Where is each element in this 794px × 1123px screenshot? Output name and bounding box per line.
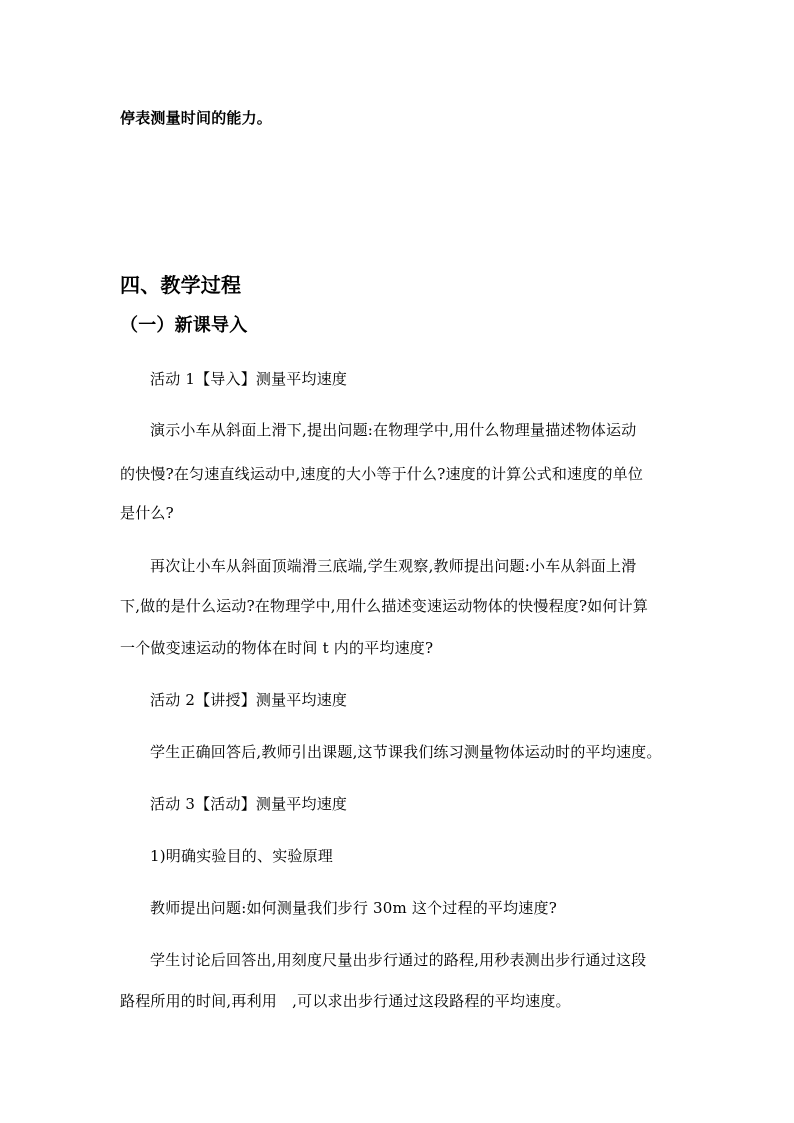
paragraph-5-line-2: 路程所用的时间,再利用 ,可以求出步行通过这段路程的平均速度。 [120,992,571,1010]
activity-2-title: 活动 2【讲授】测量平均速度 [150,691,348,709]
activity-3-title: 活动 3【活动】测量平均速度 [150,795,348,813]
paragraph-4-line-1: 教师提出问题:如何测量我们步行 30m 这个过程的平均速度? [150,899,557,917]
paragraph-2-line-3: 一个做变速运动的物体在时间 t 内的平均速度? [120,639,434,657]
paragraph-1-line-3: 是什么? [120,504,174,522]
section-title: 四、教学过程 [120,273,242,297]
intro-tail-text: 停表测量时间的能力。 [120,109,273,127]
paragraph-1-line-2: 的快慢?在匀速直线运动中,速度的大小等于什么?速度的计算公式和速度的单位 [120,465,644,483]
paragraph-2-line-2: 下,做的是什么运动?在物理学中,用什么描述变速运动物体的快慢程度?如何计算 [120,597,649,615]
paragraph-5-line-1: 学生讨论后回答出,用刻度尺量出步行通过的路程,用秒表测出步行通过这段 [150,951,647,969]
paragraph-2-line-1: 再次让小车从斜面顶端滑三底端,学生观察,教师提出问题:小车从斜面上滑 [150,557,637,575]
activity-1-title: 活动 1【导入】测量平均速度 [150,370,348,388]
step-1-text: 1)明确实验目的、实验原理 [150,847,333,865]
paragraph-1-line-1: 演示小车从斜面上滑下,提出问题:在物理学中,用什么物理量描述物体运动 [150,421,637,439]
paragraph-3-line-1: 学生正确回答后,教师引出课题,这节课我们练习测量物体运动时的平均速度。 [150,743,662,761]
subsection-title: （一）新课导入 [120,315,248,336]
